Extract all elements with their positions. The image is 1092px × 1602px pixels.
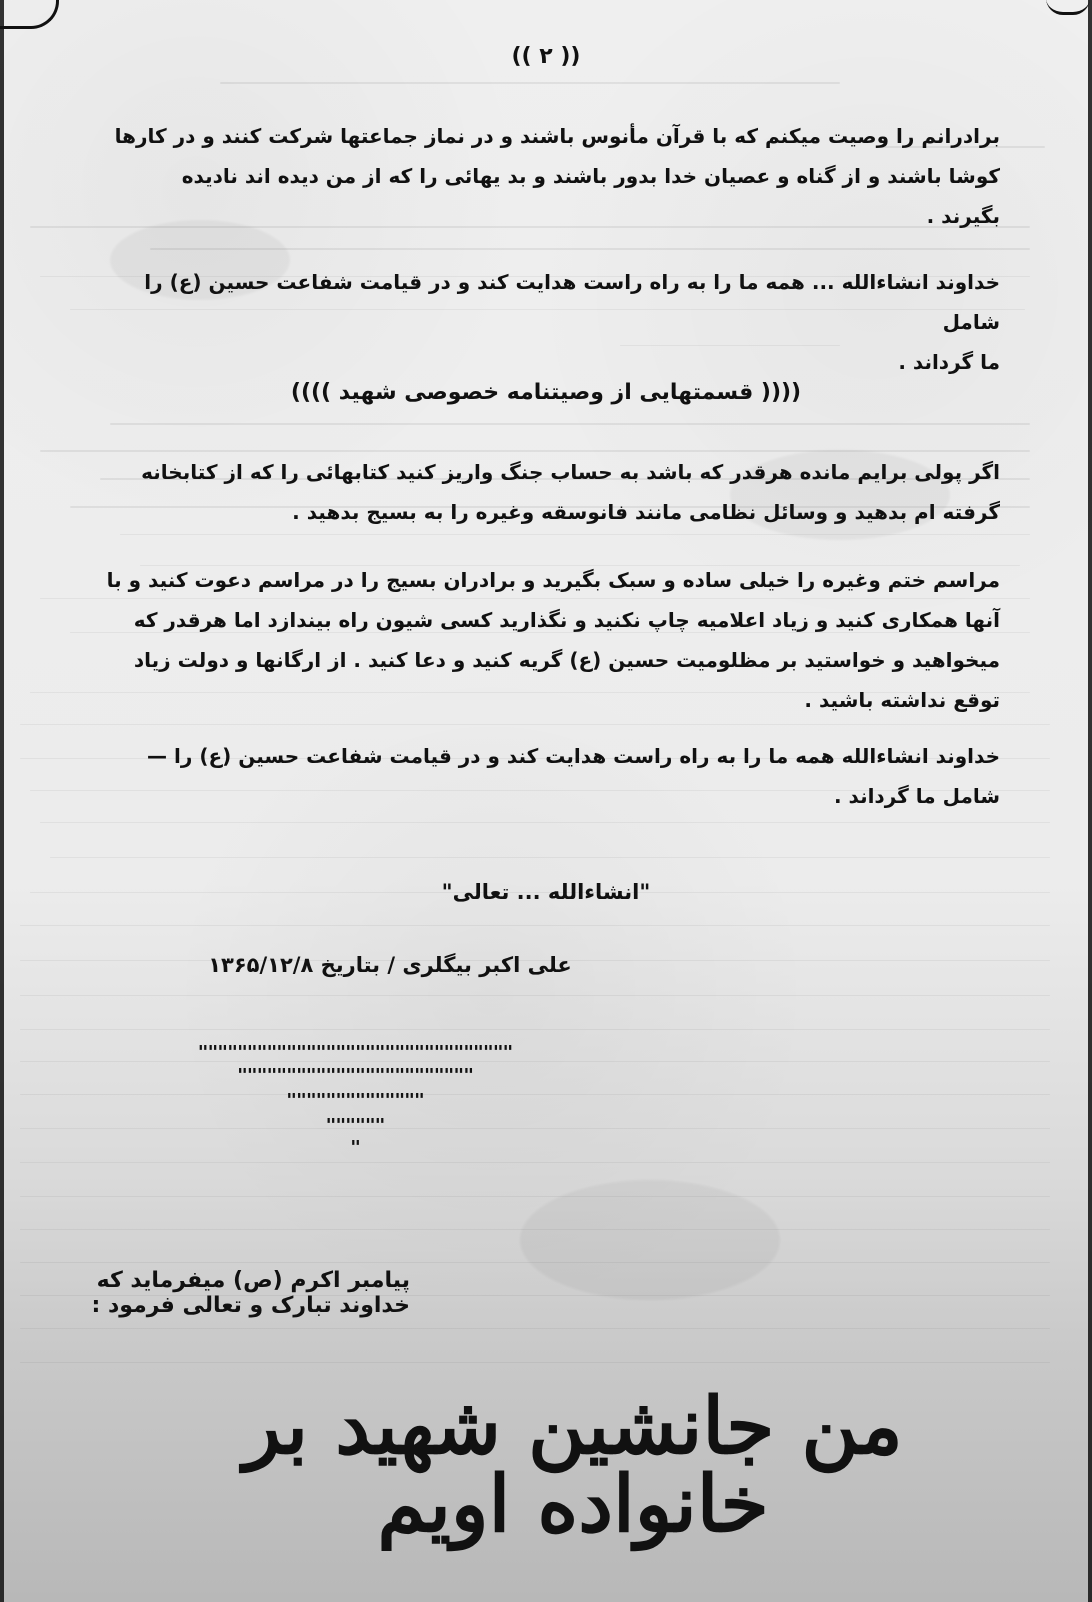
right-page-edge	[1088, 0, 1092, 1602]
hadith-introduction: پیامبر اکرم (ص) میفرماید که خداوند تبارک و تعالی فرمود :	[91, 1268, 410, 1318]
paragraph-line: برادرانم را وصیت میکنم که با قرآن مأنوس باشند و در نماز جماعتها شرکت کنند و در کارها	[114, 124, 1000, 148]
will-paragraph-1	[80, 116, 1000, 236]
paragraph-line: خداوند انشاءالله همه ما را به راه راست هدایت کند و در قیامت شفاعت حسین (ع) را —	[147, 744, 1000, 768]
paragraph-line: آنها همکاری کنید و زیاد اعلامیه چاپ نکنید و نگذارید کسی شیون راه بیندازد اما هرقدر که	[133, 608, 1000, 632]
paragraph-line: مراسم ختم وغیره را خیلی ساده و سبک بگیرید و برادران بسیج را در مراسم دعوت کنید و با	[106, 568, 1000, 592]
paragraph-line: کوشا باشند و از گناه و عصیان خدا بدور باشند و بد یهائی را که از من دیده اند نادیده	[181, 164, 1000, 188]
personal-will-paragraph-2	[80, 560, 1000, 720]
paragraph-line: شامل ما گرداند .	[833, 784, 1000, 808]
separator-line-4: """"""	[325, 1115, 385, 1136]
paragraph-line: گرفته ام بدهید و وسائل نظامی مانند فانوسقه وغیره را به بسیج بدهید .	[292, 500, 1000, 524]
paragraph-line: بگیرند .	[926, 204, 1000, 228]
personal-will-paragraph-1	[80, 452, 1000, 532]
paragraph-line: توقع نداشته باشید .	[804, 688, 1000, 712]
closing-blessing: "انشاءالله ... تعالی"	[441, 880, 651, 904]
paragraph-line: ما گرداند .	[898, 350, 1000, 374]
will-paragraph-2	[80, 262, 1000, 382]
separator-line-2: """"""""""""""""""""""""	[236, 1065, 474, 1086]
separator-line-5: "	[350, 1137, 360, 1158]
separator-line-3: """"""""""""""	[286, 1090, 424, 1111]
paragraph-line: خداوند انشاءالله ... همه ما را به راه راست هدایت کند و در قیامت شفاعت حسین (ع) را شامل	[144, 270, 1000, 334]
section-title: (((( قسمتهایی از وصیتنامه خصوصی شهید ))))	[290, 380, 802, 405]
personal-will-paragraph-3	[80, 736, 1000, 816]
paragraph-line: میخواهید و خواستید بر مظلومیت حسین (ع) گریه کنید و دعا کنید . از ارگانها و دولت زیاد	[133, 648, 1000, 672]
paragraph-line: اگر پولی برایم مانده هرقدر که باشد به حساب جنگ واریز کنید کتابهائی را که از کتابخانه	[141, 460, 1000, 484]
top-left-corner-mark	[0, 0, 59, 29]
signature-and-date: علی اکبر بیگلری / بتاریخ ۱۳۶۵/۱۲/۸	[208, 953, 572, 977]
hadith-main-text: من جانشین شهید بر خانواده اویم	[243, 1381, 903, 1550]
left-page-edge	[0, 0, 4, 1602]
top-right-corner-mark	[1046, 0, 1090, 15]
separator-line-1: """"""""""""""""""""""""""""""""	[197, 1042, 513, 1063]
page-number: (( ۲ ))	[511, 44, 581, 69]
